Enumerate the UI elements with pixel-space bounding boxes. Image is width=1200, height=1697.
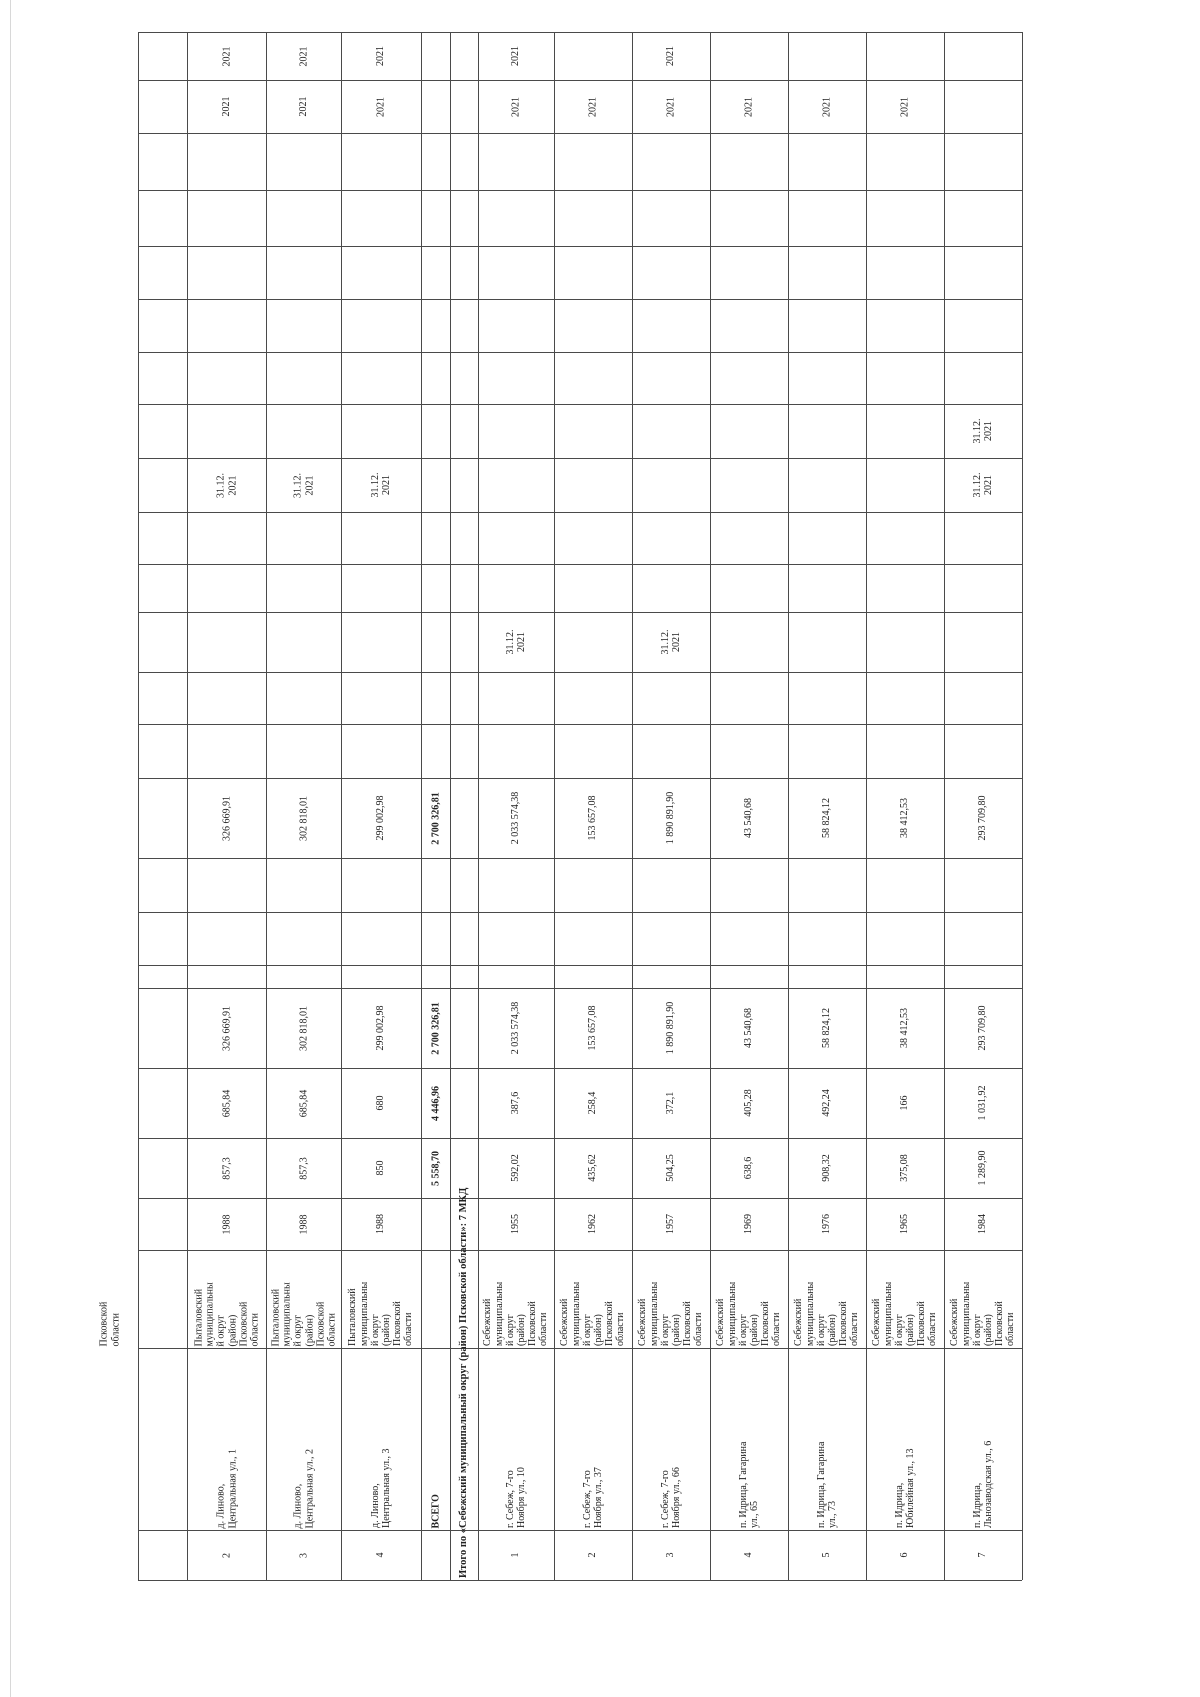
cell-cost-total: 38 412,53	[899, 1008, 911, 1048]
scan-edge-line	[10, 0, 11, 1697]
cell-cost-fund: 2 033 574,38	[510, 791, 522, 845]
table-row-line	[788, 32, 789, 1580]
cell-year-a: 2021	[665, 96, 677, 117]
cell-district: Пыталовский муниципальны й округ (район) Псковской области	[269, 1281, 337, 1346]
cell-area-living: 387,6	[510, 1091, 522, 1115]
cell-year: 1984	[977, 1214, 989, 1234]
cell-cost-fund: 326 669,91	[220, 795, 232, 841]
table-row-line	[1022, 32, 1023, 1580]
cell-cost-total: 43 540,68	[743, 1008, 755, 1048]
table-column-line	[138, 1580, 1022, 1581]
cell-num: 4	[375, 1552, 387, 1558]
table-column-line	[138, 912, 1022, 913]
cell-num: 7	[977, 1552, 989, 1558]
cell-area-living: 405,28	[743, 1089, 755, 1117]
cell-year: 1988	[297, 1214, 309, 1234]
cell-deadline-a: 31.12. 2021	[215, 472, 238, 498]
table-column-line	[138, 404, 1022, 405]
table-row-line	[421, 32, 422, 1580]
cell-area-living: 680	[375, 1095, 387, 1111]
cell-area-total: 638,6	[743, 1156, 755, 1180]
table-row-line	[554, 32, 555, 1580]
cell-district: Пыталовский муниципальны й округ (район) Псковской области	[192, 1281, 260, 1346]
cell-cost-fund: 38 412,53	[899, 798, 911, 838]
table-column-line	[138, 1138, 1022, 1139]
cell-district: Себежский муниципальны й округ (район) Псковской области	[949, 1281, 1017, 1346]
cell-area-total: 592,02	[510, 1154, 522, 1182]
cell-year-b: 2021	[510, 46, 522, 66]
cell-area-total: 435,62	[587, 1154, 599, 1182]
cell-deadline-b: 31.12. 2021	[659, 629, 682, 655]
table-column-line	[138, 612, 1022, 613]
cell-deadline-c: 31.12. 2021	[971, 418, 994, 444]
table-row-line	[944, 32, 945, 1580]
cell-num: 5	[821, 1552, 833, 1558]
cell-year: 1957	[665, 1214, 677, 1234]
cell-cost-fund: 153 657,08	[587, 795, 599, 841]
cell-year-a: 2021	[375, 96, 387, 117]
cell-year: 1988	[375, 1214, 387, 1234]
table-column-line	[138, 458, 1022, 459]
section-title: Итого по «Себежский муниципальный округ (район) Псковской области»: 7 МКД	[458, 1187, 470, 1578]
cell-cost-total: 2 033 574,38	[510, 1001, 522, 1055]
cell-area-total: 850	[375, 1160, 387, 1176]
table-row-line	[710, 32, 711, 1580]
cell-area-living: 372,1	[665, 1091, 677, 1115]
header-district: Псковской области	[98, 1301, 121, 1346]
table-column-line	[138, 512, 1022, 513]
cell-num: 3	[297, 1552, 309, 1558]
cell-cost-total: 58 824,12	[821, 1008, 833, 1048]
cell-year: 1976	[821, 1214, 833, 1234]
table-column-line	[138, 190, 1022, 191]
cell-area-total: 857,3	[220, 1156, 232, 1180]
table-column-line	[138, 1530, 1022, 1531]
total-cost-fund: 2 700 326,81	[429, 791, 441, 845]
table-column-line	[138, 352, 1022, 353]
total-area-total: 5 558,70	[429, 1150, 441, 1186]
cell-cost-fund: 299 002,98	[375, 795, 387, 841]
cell-deadline-a: 31.12. 2021	[971, 472, 994, 498]
table-row-line	[266, 32, 267, 1580]
cell-year: 1962	[587, 1214, 599, 1234]
table-column-line	[138, 1198, 1022, 1199]
cell-num: 2	[220, 1552, 232, 1558]
table-column-line	[138, 246, 1022, 247]
table-column-line	[138, 1348, 1022, 1349]
table-row-line	[138, 32, 139, 1580]
cell-year-a: 2021	[220, 96, 232, 117]
cell-address: п. Идрица, Гагарина ул., 73	[815, 1441, 838, 1528]
table-column-line	[138, 988, 1022, 989]
cell-num: 2	[587, 1552, 599, 1558]
cell-num: 3	[665, 1552, 677, 1558]
cell-cost-fund: 43 540,68	[743, 798, 755, 838]
table-column-line	[138, 858, 1022, 859]
table-column-line	[138, 1068, 1022, 1069]
cell-address: г. Себеж, 7-го Ноября ул., 37	[581, 1467, 604, 1528]
cell-district: Себежский муниципальны й округ (район) Псковской области	[482, 1281, 550, 1346]
cell-year-a: 2021	[297, 96, 309, 117]
cell-area-total: 857,3	[297, 1156, 309, 1180]
table-column-line	[138, 965, 1022, 966]
cell-district: Себежский муниципальны й округ (район) Псковской области	[793, 1281, 861, 1346]
cell-district: Пыталовский муниципальны й округ (район) Псковской области	[347, 1281, 415, 1346]
table-column-line	[138, 1250, 1022, 1251]
total-cost-total: 2 700 326,81	[429, 1001, 441, 1055]
cell-num: 1	[510, 1552, 522, 1558]
table-column-line	[138, 778, 1022, 779]
table-column-line	[138, 80, 1022, 81]
cell-cost-total: 293 709,80	[977, 1005, 989, 1051]
table-row-line	[866, 32, 867, 1580]
cell-cost-total: 326 669,91	[220, 1005, 232, 1051]
cell-cost-fund: 293 709,80	[977, 795, 989, 841]
cell-cost-fund: 58 824,12	[821, 798, 833, 838]
cell-district: Себежский муниципальны й округ (район) Псковской области	[637, 1281, 705, 1346]
cell-year-a: 2021	[510, 96, 522, 117]
cell-district: Себежский муниципальны й округ (район) Псковской области	[871, 1281, 939, 1346]
cell-cost-fund: 1 890 891,90	[665, 791, 677, 845]
table-row-line	[632, 32, 633, 1580]
cell-area-living: 258,4	[587, 1091, 599, 1115]
cell-year-a: 2021	[899, 96, 911, 117]
cell-deadline-a: 31.12. 2021	[369, 472, 392, 498]
table-column-line	[138, 32, 1022, 33]
cell-year: 1969	[743, 1214, 755, 1234]
cell-cost-total: 153 657,08	[587, 1005, 599, 1051]
total-label: ВСЕГО	[429, 1493, 441, 1528]
cell-area-living: 685,84	[220, 1089, 232, 1117]
cell-cost-total: 302 818,01	[297, 1005, 309, 1051]
cell-year-a: 2021	[743, 96, 755, 117]
cell-district: Себежский муниципальны й округ (район) Псковской области	[559, 1281, 627, 1346]
cell-year-b: 2021	[220, 46, 232, 66]
cell-num: 6	[899, 1552, 911, 1558]
cell-num: 4	[743, 1552, 755, 1558]
cell-area-total: 1 289,90	[977, 1150, 989, 1186]
table-column-line	[138, 133, 1022, 134]
table-column-line	[138, 724, 1022, 725]
cell-year-b: 2021	[375, 46, 387, 66]
cell-address: д. Линово, Центральная ул., 1	[215, 1448, 238, 1528]
cell-cost-total: 299 002,98	[375, 1005, 387, 1051]
table-column-line	[138, 299, 1022, 300]
cell-address: д. Линово, Центральная ул., 3	[369, 1448, 392, 1528]
cell-area-total: 908,32	[821, 1154, 833, 1182]
table-column-line	[138, 672, 1022, 673]
cell-year-a: 2021	[587, 96, 599, 117]
cell-address: п. Идрица, Юбилейная ул., 13	[893, 1448, 916, 1528]
cell-address: г. Себеж, 7-го Ноября ул., 10	[504, 1467, 527, 1528]
cell-year: 1965	[899, 1214, 911, 1234]
cell-address: п. Идрица, Льнозаводская ул., 6	[971, 1440, 994, 1528]
cell-district: Себежский муниципальны й округ (район) Псковской области	[715, 1281, 783, 1346]
cell-area-living: 685,84	[297, 1089, 309, 1117]
cell-area-living: 492,24	[821, 1089, 833, 1117]
table-column-line	[138, 564, 1022, 565]
cell-area-living: 166	[899, 1095, 911, 1111]
cell-area-living: 1 031,92	[977, 1085, 989, 1121]
cell-year: 1988	[220, 1214, 232, 1234]
cell-cost-total: 1 890 891,90	[665, 1001, 677, 1055]
cell-address: п. Идрица, Гагарина ул., 65	[737, 1441, 760, 1528]
cell-area-total: 504,25	[665, 1154, 677, 1182]
cell-address: д. Линово, Центральная ул., 2	[292, 1448, 315, 1528]
cell-address: г. Себеж, 7-го Ноября ул., 66	[659, 1467, 682, 1528]
cell-year-b: 2021	[297, 46, 309, 66]
cell-deadline-a: 31.12. 2021	[292, 472, 315, 498]
table-row-line	[478, 32, 479, 1580]
cell-year-a: 2021	[821, 96, 833, 117]
total-area-living: 4 446,96	[429, 1085, 441, 1121]
cell-year-b: 2021	[665, 46, 677, 66]
cell-deadline-b: 31.12. 2021	[504, 629, 527, 655]
table-row-line	[341, 32, 342, 1580]
table-row-line	[187, 32, 188, 1580]
cell-cost-fund: 302 818,01	[297, 795, 309, 841]
cell-area-total: 375,08	[899, 1154, 911, 1182]
cell-year: 1955	[510, 1214, 522, 1234]
